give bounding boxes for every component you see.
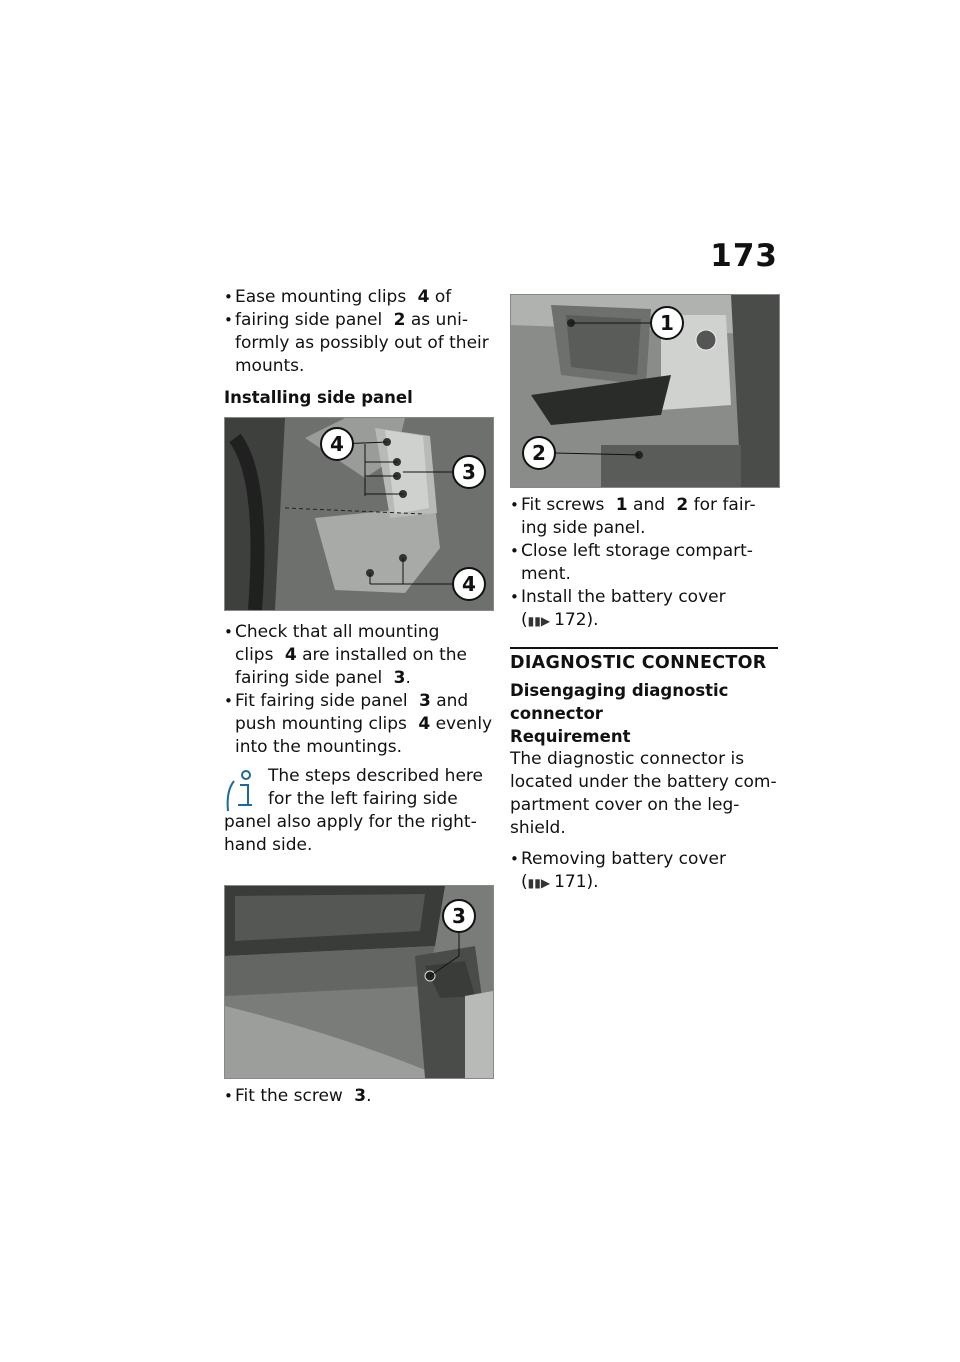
step-fit-panel: • Fit fairing side panel 3 and push mounting clips 4 evenly into the mountings. [224, 690, 494, 759]
callout-3 [453, 456, 485, 488]
fairing-screw-illustration [225, 886, 493, 1078]
step-fit-screws: • Fit screws 1 and 2 for fair- ing side panel. [510, 494, 780, 540]
figure-fairing-clips [224, 417, 494, 611]
heading-installing-side-panel: Installing side panel [224, 388, 413, 407]
figure-storage-screws [510, 294, 780, 488]
storage-screws-illustration [511, 295, 779, 487]
callout-4-bottom [453, 568, 485, 600]
step-close-storage: • Close left storage compart- ment. [510, 540, 780, 586]
step-fit-screw: • Fit the screw 3. [224, 1085, 494, 1108]
step-remove-battery-cover: • Removing battery cover (▮▮▶ 171). [510, 848, 780, 895]
callout-2 [523, 437, 555, 469]
svg-text:3: 3 [462, 460, 476, 484]
fairing-clips-illustration [225, 418, 493, 610]
step-check-clips: • Check that all mounting clips 4 are installed on the fairing side panel 3. [224, 621, 494, 690]
callout-1 [651, 307, 683, 339]
svg-text:2: 2 [532, 441, 546, 465]
page-reference-arrow-icon: ▮▮▶ [527, 614, 551, 628]
requirement-text: The diagnostic connector is located under the battery com- partment cover on the leg- shield. [510, 749, 777, 838]
page-reference-arrow-icon: ▮▮▶ [527, 876, 551, 890]
right-column [510, 294, 780, 895]
info-icon [224, 767, 264, 813]
info-note: The steps described here for the left fairing side panel also apply for the right- hand side. [224, 766, 483, 855]
svg-text:4: 4 [462, 572, 476, 596]
section-title: DIAGNOSTIC CONNECTOR [510, 647, 778, 673]
svg-text:3: 3 [452, 904, 466, 928]
requirement-label: Requirement [510, 727, 631, 746]
page-number: 173 [710, 238, 778, 274]
step-ease-clips: • Ease mounting clips 4 of • fairing side panel 2 as uni- formly as possibly out of their mounts. [224, 286, 494, 378]
left-column [224, 286, 494, 1108]
step-install-battery-cover: • Install the battery cover (▮▮▶ 172). [510, 586, 780, 633]
svg-text:1: 1 [660, 311, 674, 335]
figure-fairing-screw [224, 885, 494, 1079]
svg-text:4: 4 [330, 432, 344, 456]
callout-4-top [321, 428, 353, 460]
callout-3-screw [443, 900, 475, 932]
subheading: Disengaging diagnostic connector Requirement [510, 679, 780, 748]
